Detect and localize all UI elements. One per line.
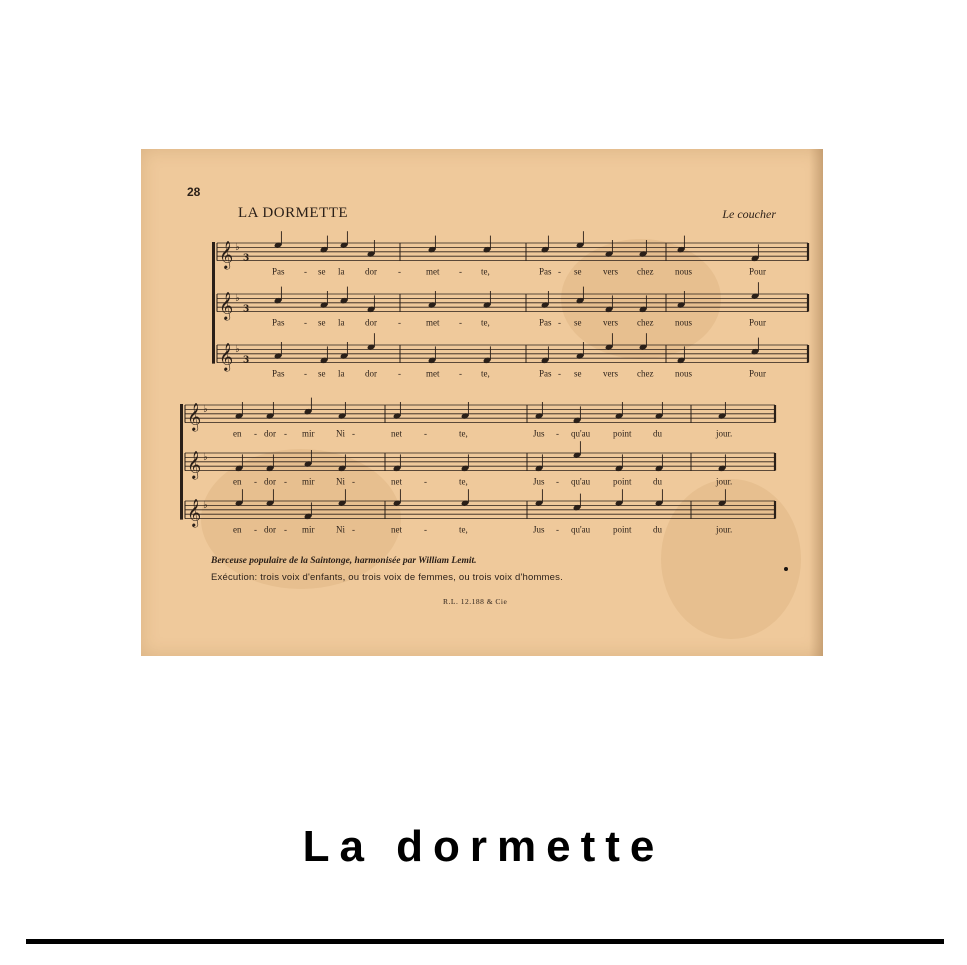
lyric-syllable: met xyxy=(426,317,440,328)
lyric-syllable: - xyxy=(459,368,462,379)
page-number: 28 xyxy=(187,185,201,199)
lyric-syllable: Pour xyxy=(749,317,767,328)
flat-sign-icon: ♭ xyxy=(235,344,240,356)
lyric-syllable: se xyxy=(318,368,326,379)
time-signature: 3 xyxy=(243,253,250,264)
lyric-syllable: nous xyxy=(675,317,693,328)
lyric-syllable: chez xyxy=(637,368,654,379)
lyric-syllable: qu'au xyxy=(571,476,591,487)
flat-sign-icon: ♭ xyxy=(235,293,240,305)
lyric-syllable: Pas xyxy=(272,368,285,379)
lyric-syllable: Jus xyxy=(533,428,545,439)
lyric-syllable: dor xyxy=(264,428,276,439)
bottom-divider xyxy=(26,939,944,944)
flat-sign-icon: ♭ xyxy=(203,404,208,416)
lyric-syllable: - xyxy=(398,368,401,379)
flat-sign-icon: ♭ xyxy=(235,242,240,254)
ink-speck xyxy=(784,567,788,571)
lyric-syllable: dor xyxy=(264,524,276,535)
attribution-text: Berceuse populaire de la Saintonge, harmonisée par William Lemit. xyxy=(211,556,477,566)
lyric-syllable: - xyxy=(304,368,307,379)
lyric-syllable: jour. xyxy=(716,524,733,535)
lyric-syllable: qu'au xyxy=(571,428,591,439)
lyric-syllable: Ni xyxy=(336,428,345,439)
lyric-syllable: du xyxy=(653,524,662,535)
lyric-syllable: mir xyxy=(302,476,315,487)
lyric-syllable: Ni xyxy=(336,524,345,535)
lyric-syllable: se xyxy=(574,266,582,277)
treble-clef-icon: 𝄞 xyxy=(187,498,202,527)
lyric-syllable: la xyxy=(338,368,345,379)
lyric-syllable: te, xyxy=(481,317,490,328)
lyric-syllable: Pour xyxy=(749,266,767,277)
lyric-syllable: Pas xyxy=(272,317,285,328)
treble-clef-icon: 𝄞 xyxy=(219,240,234,269)
lyric-syllable: - xyxy=(424,428,427,439)
lyric-syllable: - xyxy=(398,317,401,328)
section-label: Le coucher xyxy=(722,207,776,221)
lyric-syllable: Ni xyxy=(336,476,345,487)
lyric-syllable: mir xyxy=(302,524,315,535)
lyric-syllable: Pas xyxy=(539,266,552,277)
treble-clef-icon: 𝄞 xyxy=(187,450,202,479)
lyric-syllable: point xyxy=(613,476,632,487)
lyric-syllable: - xyxy=(556,476,559,487)
lyric-syllable: - xyxy=(284,524,287,535)
lyric-syllable: met xyxy=(426,266,440,277)
lyric-syllable: net xyxy=(391,476,402,487)
lyric-syllable: Pour xyxy=(749,368,767,379)
lyric-syllable: vers xyxy=(603,317,618,328)
treble-clef-icon: 𝄞 xyxy=(219,291,234,320)
lyric-syllable: point xyxy=(613,524,632,535)
lyric-syllable: Jus xyxy=(533,524,545,535)
lyric-syllable: - xyxy=(558,317,561,328)
lyric-syllable: - xyxy=(352,524,355,535)
lyric-syllable: se xyxy=(318,266,326,277)
lyric-syllable: - xyxy=(424,524,427,535)
lyric-syllable: - xyxy=(352,428,355,439)
lyric-syllable: point xyxy=(613,428,632,439)
lyric-syllable: Jus xyxy=(533,476,545,487)
lyric-syllable: - xyxy=(556,428,559,439)
scanned-music-page xyxy=(141,149,823,656)
lyric-syllable: te, xyxy=(481,266,490,277)
lyric-syllable: - xyxy=(284,428,287,439)
flat-sign-icon: ♭ xyxy=(203,500,208,512)
lyric-syllable: - xyxy=(556,524,559,535)
lyric-syllable: se xyxy=(574,317,582,328)
system-bracket xyxy=(180,404,183,520)
lyric-syllable: la xyxy=(338,317,345,328)
song-title: LA DORMETTE xyxy=(238,205,349,221)
lyric-syllable: te, xyxy=(459,476,468,487)
lyric-syllable: la xyxy=(338,266,345,277)
lyric-syllable: Pas xyxy=(539,368,552,379)
lyric-syllable: te, xyxy=(459,524,468,535)
lyric-syllable: dor xyxy=(365,317,377,328)
lyric-syllable: chez xyxy=(637,266,654,277)
lyric-syllable: te, xyxy=(481,368,490,379)
lyric-syllable: met xyxy=(426,368,440,379)
lyric-syllable: - xyxy=(459,266,462,277)
lyric-syllable: - xyxy=(558,266,561,277)
lyric-syllable: - xyxy=(459,317,462,328)
lyric-syllable: se xyxy=(318,317,326,328)
lyric-syllable: jour. xyxy=(716,476,733,487)
lyric-syllable: qu'au xyxy=(571,524,591,535)
caption-title: La dormette xyxy=(302,822,665,871)
lyric-syllable: - xyxy=(398,266,401,277)
lyric-syllable: - xyxy=(424,476,427,487)
lyric-syllable: vers xyxy=(603,266,618,277)
lyric-syllable: net xyxy=(391,524,402,535)
lyric-syllable: se xyxy=(574,368,582,379)
lyric-syllable: nous xyxy=(675,266,693,277)
lyric-syllable: dor xyxy=(365,368,377,379)
lyric-syllable: Pas xyxy=(539,317,552,328)
execution-note: Exécution: trois voix d'enfants, ou trois voix de femmes, ou trois voix d'hommes. xyxy=(211,572,563,583)
lyric-syllable: - xyxy=(558,368,561,379)
lyric-syllable: jour. xyxy=(716,428,733,439)
lyric-syllable: - xyxy=(254,476,257,487)
lyric-syllable: dor xyxy=(264,476,276,487)
lyric-syllable: en xyxy=(233,428,242,439)
flat-sign-icon: ♭ xyxy=(203,452,208,464)
treble-clef-icon: 𝄞 xyxy=(187,402,202,431)
lyric-syllable: nous xyxy=(675,368,693,379)
lyric-syllable: chez xyxy=(637,317,654,328)
lyric-syllable: mir xyxy=(302,428,315,439)
treble-clef-icon: 𝄞 xyxy=(219,342,234,371)
lyric-syllable: - xyxy=(284,476,287,487)
publisher-reference: R.L. 12.188 & Cie xyxy=(443,597,508,606)
lyric-syllable: - xyxy=(254,428,257,439)
lyric-syllable: Pas xyxy=(272,266,285,277)
time-signature: 3 xyxy=(243,304,250,315)
lyric-syllable: - xyxy=(304,317,307,328)
lyric-syllable: - xyxy=(352,476,355,487)
lyric-syllable: en xyxy=(233,524,242,535)
lyric-syllable: - xyxy=(254,524,257,535)
lyric-syllable: vers xyxy=(603,368,618,379)
lyric-syllable: - xyxy=(304,266,307,277)
lyric-syllable: en xyxy=(233,476,242,487)
lyric-syllable: net xyxy=(391,428,402,439)
lyric-syllable: dor xyxy=(365,266,377,277)
lyric-syllable: du xyxy=(653,476,662,487)
lyric-syllable: te, xyxy=(459,428,468,439)
system-bracket xyxy=(212,242,215,364)
time-signature: 3 xyxy=(243,355,250,366)
lyric-syllable: du xyxy=(653,428,662,439)
